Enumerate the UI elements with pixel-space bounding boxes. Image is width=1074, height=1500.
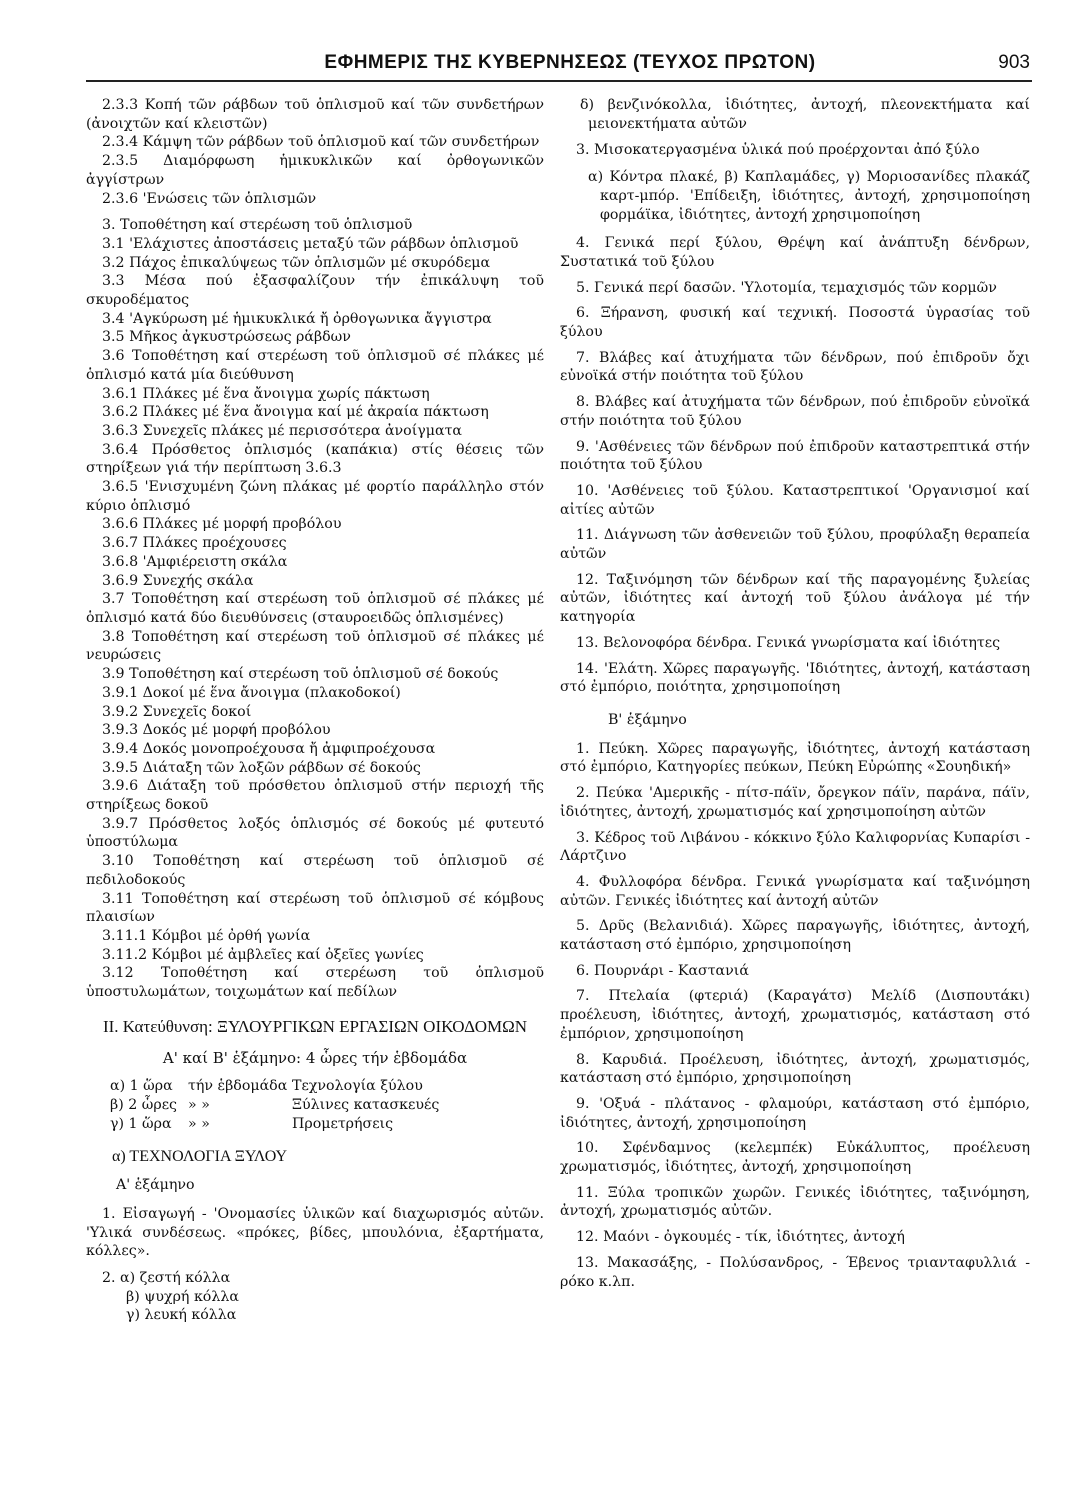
hours-row <box>110 1077 544 1096</box>
journal-title: ΕΦΗΜΕΡΙΣ ΤΗΣ ΚΥΒΕΡΝΗΣΕΩΣ (ΤΕΥΧΟΣ ΠΡΩΤΟΝ) <box>324 52 816 73</box>
outline-line: 3.10 Τοποθέτηση καί στερέωση τοῦ ὁπλισμοῦ σέ πεδιλοδοκούς <box>86 853 544 888</box>
hours-subject: Ξύλινες κατασκευές <box>292 1097 440 1114</box>
right-column <box>560 96 1030 1298</box>
semester-b-item: 5. Δρῦς (Βελανιδιά). Χῶρες παραγωγῆς, ἰδιότητες, ἀντοχή, κατάσταση στό ἐμπόριο, χρησιμοποίηση <box>560 918 1030 954</box>
semester-a-item: 14. 'Ελάτη. Χῶρες παραγωγῆς. 'Ιδιότητες, ἀντοχή, κατάσταση στό ἐμπόριο, ποιότητα, χρησιμοποίηση <box>560 660 1030 696</box>
hours-table <box>86 1077 544 1133</box>
outline-line: 3.2 Πάχος ἐπικαλύψεως τῶν ὁπλισμῶν μέ σκυρόδεμα <box>102 254 491 271</box>
semester-a-item: 10. 'Ασθένειες τοῦ ξύλου. Καταστρεπτικοί 'Οργανισμοί καί αἰτίες αὐτῶν <box>560 482 1030 518</box>
reinforcement-list <box>86 96 544 1002</box>
hours-subject: Τεχνολογία ξύλου <box>292 1078 423 1095</box>
hours-period: » » <box>188 1097 210 1114</box>
outline-line: 3.9.2 Συνεχεῖς δοκοί <box>102 703 252 720</box>
semester-a-item: 12. Ταξινόμηση τῶν δένδρων καί τῆς παραγομένης ξυλείας αὐτῶν, ἰδιότητες καί ἀντοχή τοῦ ξύλου ἀνάλογα μέ τήν κατηγορία <box>560 571 1030 626</box>
semester-b-item: 6. Πουρνάρι - Καστανιά <box>576 962 749 979</box>
semester-b-item: 7. Πτελαία (φτεριά) (Καραγάτσ) Μελίδ (Δισπουτάκι) προέλευση, ἰδιότητες, ἀντοχή, χρωματισμός, κατάσταση στό ἐμπόριον, χρησιμοποίηση <box>560 988 1030 1042</box>
outline-line: 3.6.2 Πλάκες μέ ἕνα ἄνοιγμα καί μέ ἀκραία πάκτωση <box>102 404 489 421</box>
top-item: α) Κόντρα πλακέ, β) Καπλαμάδες, γ) Μοριοσανίδες πλακάζ καρτ-μπόρ. 'Επίδειξη, ἰδιότητες, ἀντοχή, χρησιμοποίηση φορμάϊκα, ἰδιότητες, ἀντοχή χρησιμοποίηση <box>588 169 1030 223</box>
hours-amount: α) 1 ὥρα <box>110 1078 173 1095</box>
hours-amount: γ) 1 ὥρα <box>110 1115 172 1132</box>
top-item: 3. Μισοκατεργασμένα ὑλικά πού προέρχονται ἀπό ξύλο <box>576 142 980 159</box>
semester-b-item: 4. Φυλλοφόρα δένδρα. Γενικά γνωρίσματα καί ταξινόμηση αὐτῶν. Γενικές ἰδιότητες καί ἀντοχή αὐτῶν <box>560 873 1030 909</box>
outline-line: 3.3 Μέσα πού ἐξασφαλίζουν τήν ἐπικάλυψη τοῦ σκυροδέματος <box>86 273 544 309</box>
right-top-items <box>560 96 1030 224</box>
semester-b-item: 13. Μακασάξης, - Πολύσανδρος, - Έβενος τριανταφυλλιά - ρόκο κ.λπ. <box>560 1254 1030 1290</box>
semester-b-label: Β' ἑξάμηνο <box>608 711 687 728</box>
hours-line: Α' καί Β' ἑξάμηνο: 4 ὧρες τήν ἑβδομάδα <box>162 1048 468 1067</box>
top-item: δ) βενζινόκολλα, ἰδιότητες, ἀντοχή, πλεονεκτήματα καί μειονεκτήματα αὐτῶν <box>580 97 1030 132</box>
semester-b-item: 1. Πεύκη. Χῶρες παραγωγῆς, ἰδιότητες, ἀντοχή κατάσταση στό ἐμπόριο, Κατηγορίες πεύκων, Πεύκη Εὐρώπης «Σουηδική» <box>560 740 1030 776</box>
outline-line: 3.9.1 Δοκοί μέ ἕνα ἄνοιγμα (πλακοδοκοί) <box>102 684 401 701</box>
glue-item: β) ψυχρή κόλλα <box>126 1288 239 1305</box>
semester-b-item: 8. Καρυδιά. Προέλευση, ἰδιότητες, ἀντοχή, χρωματισμός, κατάσταση στό ἐμπόριο, χρησιμοποίηση <box>560 1051 1030 1087</box>
outline-line: 3.4 'Αγκύρωση μέ ἡμικυκλικά ἤ ὀρθογωνικα ἄγγιστρα <box>102 310 492 327</box>
outline-line: 2.3.4 Κάμψη τῶν ράβδων τοῦ ὁπλισμοῦ καί τῶν συνδετήρων <box>102 134 540 151</box>
outline-line: 3.5 Μῆκος ἀγκυστρώσεως ράβδων <box>102 329 351 346</box>
semester-b-item: 12. Μαόνι - ὀγκουμές - τίκ, ἰδιότητες, ἀντοχή <box>576 1229 905 1246</box>
semester-a-item: 7. Βλάβες καί ἀτυχήματα τῶν δένδρων, πού ἐπιδροῦν ὄχι εὐνοϊκά στήν ποιότητα τοῦ ξύλου <box>560 349 1030 385</box>
intro-paragraph: 1. Εἰσαγωγή - 'Ονομασίες ὑλικῶν καί διαχωρισμός αὐτῶν. 'Υλικά συνδέσεως. «πρόκες, βίδες, μπουλόνια, ἐξαρτήματα, κόλλες». <box>86 1205 544 1260</box>
outline-line: 3.9.4 Δοκός μονοπροέχουσα ἤ ἀμφιπροέχουσα <box>102 740 436 757</box>
outline-line: 3.11.1 Κόμβοι μέ ὀρθή γωνία <box>102 927 311 944</box>
outline-line: 3.7 Τοποθέτηση καί στερέωση τοῦ ὁπλισμοῦ σέ πλάκες μέ ὁπλισμό κατά δύο διευθύνσεις (σταυροειδῶς ὁπλισμένες) <box>86 591 544 626</box>
outline-line: 3.1 'Ελάχιστες ἀποστάσεις μεταξύ τῶν ράβδων ὁπλισμοῦ <box>102 235 519 252</box>
glue-item: 2. α) ζεστή κόλλα <box>102 1270 231 1287</box>
outline-line: 3. Τοποθέτηση καί στερέωση τοῦ ὁπλισμοῦ <box>102 217 413 234</box>
outline-line: 3.6.6 Πλάκες μέ μορφή προβόλου <box>102 516 342 533</box>
semester-b-item: 2. Πεύκα 'Αμερικῆς - πίτσ-πάϊν, ὄρεγκον πάϊν, παράνα, πάϊν, ἰδιότητες, ἀντοχή, χρωματισμός καί χρησιμοποίηση αὐτῶν <box>560 785 1030 820</box>
outline-line: 3.8 Τοποθέτηση καί στερέωση τοῦ ὁπλισμοῦ σέ πλάκες μέ νευρώσεις <box>86 628 544 664</box>
semester-a-label: Α' ἑξάμηνο <box>116 1177 195 1194</box>
semester-a-item: 13. Βελονοφόρα δένδρα. Γενικά γνωρίσματα καί ἰδιότητες <box>576 634 1001 651</box>
outline-line: 3.9.5 Διάταξη τῶν λοξῶν ράβδων σέ δοκούς <box>102 759 421 776</box>
page-header <box>60 52 1032 82</box>
outline-line: 2.3.6 'Ενώσεις τῶν ὁπλισμῶν <box>102 190 317 207</box>
outline-line: 3.6.9 Συνεχής σκάλα <box>102 572 254 589</box>
semester-b-item: 9. 'Οξυά - πλάτανος - φλαμούρι, κατάσταση στό ἐμπόριο, ἰδιότητες, ἀντοχή, χρησιμοποίηση <box>560 1095 1030 1131</box>
outline-line: 2.3.5 Διαμόρφωση ἡμικυκλικῶν καί ὀρθογωνικῶν ἀγγίστρων <box>86 153 544 188</box>
semester-b-item: 3. Κέδρος τοῦ Λιβάνου - κόκκινο ξύλο Καλιφορνίας Κυπαρίσι - Λάρτζινο <box>560 829 1030 865</box>
semester-a-item: 5. Γενικά περί δασῶν. 'Υλοτομία, τεμαχισμός τῶν κορμῶν <box>576 279 997 296</box>
semester-a-item: 6. Ξήρανση, φυσική καί τεχνική. Ποσοστά ὑγρασίας τοῦ ξύλου <box>560 305 1030 341</box>
semester-a-item: 9. 'Ασθένειες τῶν δένδρων πού ἐπιδροῦν καταστρεπτικά στήν ποιότητα τοῦ ξύλου <box>560 438 1030 474</box>
outline-line: 3.6.4 Πρόσθετος ὁπλισμός (καπάκια) στίς θέσεις τῶν στηρίξεων γιά τήν περίπτωση 3.6.3 <box>86 441 544 477</box>
semester-a-item: 8. Βλάβες καί ἀτυχήματα τῶν δένδρων, πού ἐπιδροῦν εὐνοϊκά στήν ποιότητα τοῦ ξύλου <box>560 394 1030 429</box>
hours-row <box>110 1096 544 1115</box>
glue-list <box>86 1269 544 1325</box>
outline-line: 3.6.5 'Ενισχυμένη ζώνη πλάκας μέ φορτίο παράλληλο στόν κύριο ὁπλισμό <box>86 479 544 514</box>
semester-b-items <box>560 740 1030 1292</box>
section-heading: ΙΙ. Κατεύθυνση: ΞΥΛΟΥΡΓΙΚΩΝ ΕΡΓΑΣΙΩΝ ΟΙΚΟΔΟΜΩΝ <box>102 1016 528 1036</box>
hours-period: τήν ἑβδομάδα <box>188 1078 288 1095</box>
hours-row <box>110 1115 544 1134</box>
outline-line: 3.6.3 Συνεχεῖς πλάκες μέ περισσότερα ἀνοίγματα <box>102 422 462 439</box>
page-number: 903 <box>998 52 1030 73</box>
subheading: α) ΤΕΧΝΟΛΟΓΙΑ ΞΥΛΟΥ <box>112 1147 288 1165</box>
hours-period: » » <box>188 1115 210 1132</box>
outline-line: 3.11.2 Κόμβοι μέ ἀμβλεῖες καί ὀξεῖες γωνίες <box>102 946 424 963</box>
outline-line: 3.12 Τοποθέτηση καί στερέωση τοῦ ὁπλισμοῦ ὑποστυλωμάτων, τοιχωμάτων καί πεδίλων <box>86 965 544 1001</box>
outline-line: 3.9.3 Δοκός μέ μορφή προβόλου <box>102 722 331 739</box>
outline-line: 3.9.7 Πρόσθετος λοξός ὁπλισμός σέ δοκούς μέ φυτευτό ὑποστύλωμα <box>86 815 544 851</box>
outline-line: 3.6.7 Πλάκες προέχουσες <box>102 535 287 552</box>
glue-item: γ) λευκή κόλλα <box>126 1307 237 1324</box>
header-rule <box>86 80 1032 82</box>
hours-subject: Προμετρήσεις <box>292 1115 394 1132</box>
semester-b-item: 11. Ξύλα τροπικῶν χωρῶν. Γενικές ἰδιότητες, ταξινόμηση, ἀντοχή, χρωματισμός αὐτῶν. <box>560 1184 1030 1220</box>
semester-a-item: 4. Γενικά περί ξύλου, Θρέψη καί ἀνάπτυξη δένδρων, Συστατικά τοῦ ξύλου <box>560 235 1030 270</box>
outline-line: 3.6.8 'Αμφιέρειστη σκάλα <box>102 553 288 570</box>
outline-line: 3.6.1 Πλάκες μέ ἕνα ἄνοιγμα χωρίς πάκτωση <box>102 385 430 402</box>
hours-amount: β) 2 ὧρες <box>110 1097 177 1114</box>
outline-line: 3.9.6 Διάταξη τοῦ πρόσθετου ὁπλισμοῦ στήν περιοχή τῆς στηρίξεως δοκοῦ <box>86 778 544 814</box>
semester-b-item: 10. Σφένδαμνος (κελεμπέκ) Εὐκάλυπτος, προέλευση χρωματισμός, ἰδιότητες, ἀντοχή, χρησιμοποίηση <box>560 1140 1030 1176</box>
outline-line: 3.11 Τοποθέτηση καί στερέωση τοῦ ὁπλισμοῦ σέ κόμβους πλαισίων <box>86 890 544 926</box>
left-column <box>86 96 544 1325</box>
outline-line: 2.3.3 Κοπή τῶν ράβδων τοῦ ὁπλισμοῦ καί τῶν συνδετήρων (ἀνοιχτῶν καί κλειστῶν) <box>86 97 544 132</box>
outline-line: 3.6 Τοποθέτηση καί στερέωση τοῦ ὁπλισμοῦ σέ πλάκες μέ ὁπλισμό κατά μία διεύθυνση <box>86 348 544 383</box>
semester-a-item: 11. Διάγνωση τῶν ἀσθενειῶν τοῦ ξύλου, προφύλαξη θεραπεία αὐτῶν <box>560 527 1030 563</box>
outline-line: 3.9 Τοποθέτηση καί στερέωση τοῦ ὁπλισμοῦ σέ δοκούς <box>102 666 499 683</box>
semester-a-items <box>560 234 1030 697</box>
